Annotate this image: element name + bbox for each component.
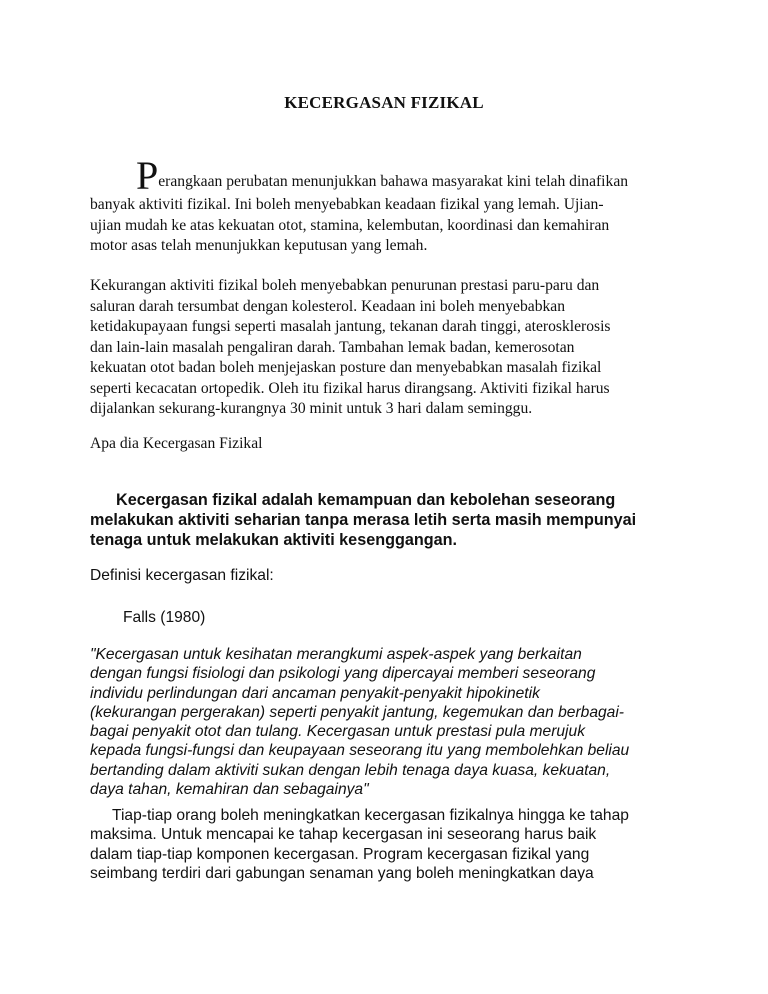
quote-line: daya tahan, kemahiran dan sebagainya" (90, 781, 369, 799)
closing-line: Tiap-tiap orang boleh meningkatkan kecergasan fizikalnya hingga ke tahap (112, 807, 629, 824)
closing-line: maksima. Untuk mencapai ke tahap kecergasan ini seseorang harus baik (90, 826, 597, 844)
drop-cap: P (136, 153, 159, 198)
paragraph-line: saluran darah tersumbat dengan kolesterol. Keadaan ini boleh menyebabkan (90, 297, 566, 315)
paragraph-line: dijalankan sekurang-kurangnya 30 minit untuk 3 hari dalam seminggu. (90, 400, 533, 417)
body-paragraph (90, 276, 690, 420)
paragraph-line: seperti kecacatan ortopedik. Oleh itu fizikal harus dirangsang. Aktiviti fizikal harus (90, 379, 610, 397)
closing-line: dalam tiap-tiap komponen kecergasan. Program kecergasan fizikal yang (90, 845, 590, 863)
intro-first-line (90, 153, 690, 198)
definitions-label: Definisi kecergasan fizikal: (90, 567, 274, 584)
quote-block (90, 645, 690, 799)
definition-line: Kecergasan fizikal adalah kemampuan dan kebolehan seseorang (116, 491, 616, 509)
definition-bold (90, 490, 690, 550)
quote-line: individu perlindungan dari ancaman penyakit-penyakit hipokinetik (90, 684, 540, 702)
quote-line: (kekurangan pergerakan) seperti penyakit jantung, kegemukan dan berbagai- (90, 703, 624, 721)
paragraph-line: kekuatan otot badan boleh menjejaskan posture dan menyebabkan masalah fizikal (90, 359, 602, 376)
citation: Falls (1980) (123, 609, 206, 626)
paragraph-line: ketidakupayaan fungsi seperti masalah jantung, tekanan darah tinggi, aterosklerosis (90, 318, 611, 335)
closing-line: seimbang terdiri dari gabungan senaman yang boleh meningkatkan daya (90, 864, 594, 882)
definition-line: melakukan aktiviti seharian tanpa merasa letih serta masih mempunyai (90, 511, 637, 529)
paragraph-line: dan lain-lain masalah pengaliran darah. Tambahan lemak badan, kemerosotan (90, 338, 575, 356)
quote-line: bertanding dalam aktiviti sukan dengan lebih tenaga daya kuasa, kekuatan, (90, 761, 611, 779)
quote-line: kepada fungsi-fungsi dan keupayaan seseorang itu yang membolehkan beliau (90, 742, 630, 760)
quote-line: bagai penyakit otot dan tulang. Kecergasan untuk prestasi pula merujuk (90, 723, 585, 741)
definition-line: tenaga untuk melakukan aktiviti kesenggangan. (90, 531, 458, 549)
intro-line: banyak aktiviti fizikal. Ini boleh menyebabkan keadaan fizikal yang lemah. Ujian- (90, 196, 604, 213)
paragraph-line: Kekurangan aktiviti fizikal boleh menyebabkan penurunan prestasi paru-paru dan (90, 277, 600, 294)
quote-line: dengan fungsi fisiologi dan psikologi yang dipercayai memberi seseorang (90, 665, 596, 683)
intro-paragraph (90, 153, 690, 257)
intro-line: erangkaan perubatan menunjukkan bahawa masyarakat kini telah dinafikan (158, 173, 629, 190)
document-title: KECERGASAN FIZIKAL (284, 93, 484, 112)
quote-line: "Kecergasan untuk kesihatan merangkumi aspek-aspek yang berkaitan (90, 646, 582, 663)
intro-line: motor asas telah menunjukkan keputusan yang lemah. (90, 237, 428, 254)
intro-line: ujian mudah ke atas kekuatan otot, stamina, kelembutan, koordinasi dan kemahiran (90, 216, 610, 234)
closing-paragraph (90, 806, 690, 883)
section-heading: Apa dia Kecergasan Fizikal (90, 435, 263, 452)
